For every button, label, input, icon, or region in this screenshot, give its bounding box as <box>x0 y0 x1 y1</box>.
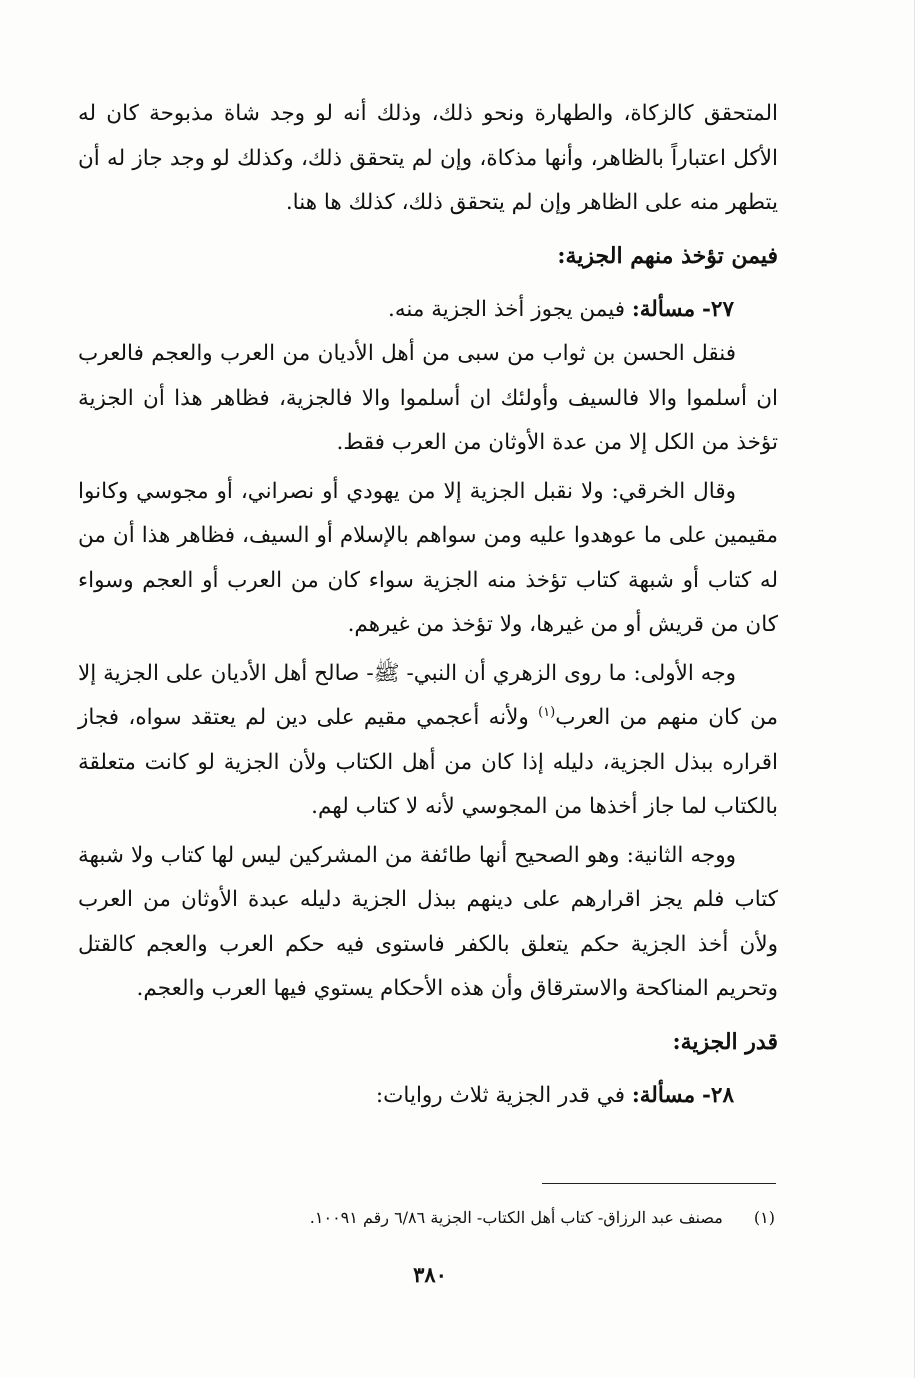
page-number: ٣٨٠ <box>413 1262 447 1287</box>
first-view-text-a: وجه الأولى: ما روى الزهري أن النبي- ﷺ- صالح أهل الأديان على الجزية إلا من كان منهم من العرب <box>78 660 778 730</box>
issue-27-text: فيمن يجوز أخذ الجزية منه. <box>388 296 625 322</box>
footnote <box>135 1203 775 1233</box>
issue-28-label: مسألة: <box>631 1082 696 1108</box>
second-view-paragraph: ووجه الثانية: وهو الصحيح أنها طائفة من المشركين ليس لها كتاب ولا شبهة كتاب فلم يجز اقرارهم على دينهم ببذل الجزية دليله عبدة الأوثان من العرب ولأن أخذ الجزية حكم يتعلق بالكفر فاستوى فيه حكم العرب والعجم كالقتل وتحريم المناكحة والاسترقاق وأن هذه الأحكام يستوي فيها العرب والعجم. <box>78 842 778 1001</box>
section-heading-who-pays: فيمن تؤخذ منهم الجزية: <box>557 242 778 269</box>
first-view-paragraph <box>78 652 778 830</box>
issue-28-number: ٢٨- <box>701 1082 734 1108</box>
issue-28 <box>78 1074 778 1119</box>
section-heading-amount: قدر الجزية: <box>672 1028 778 1055</box>
intro-paragraph: المتحقق كالزكاة، والطهارة ونحو ذلك، وذلك أنه لو وجد شاة مذبوحة كان له الأكل اعتباراً بالظاهر، وأنها مذكاة، وإن لم يتحقق ذلك، وكذلك لو وجد جاز له أن يتطهر منه على الظاهر وإن لم يتحقق ذلك، كذلك ها هنا. <box>78 101 778 215</box>
page-body <box>78 92 778 1118</box>
footnote-reference[interactable]: (١) <box>538 704 556 720</box>
footnote-text: مصنف عبد الرزاق- كتاب أهل الكتاب- الجزية ٦/٨٦ رقم ١٠٠٩١. <box>309 1208 723 1227</box>
footnote-marker: (١) <box>753 1208 775 1227</box>
issue-27-number: ٢٧- <box>701 296 734 322</box>
khiraqi-paragraph: وقال الخرقي: ولا نقبل الجزية إلا من يهودي أو نصراني، أو مجوسي وكانوا مقيمين على ما عوهدوا عليه ومن سواهم بالإسلام أو السيف، فظاهر هذا أن من له كتاب أو شبهة كتاب تؤخذ منه الجزية سواء كان من العرب أو العجم وسواء كان من قريش أو من غيرها، ولا تؤخذ من غيرهم. <box>78 478 778 637</box>
issue-27 <box>78 288 778 333</box>
issue-27-label: مسألة: <box>631 296 696 322</box>
issue-28-text: في قدر الجزية ثلاث روايات: <box>375 1082 625 1108</box>
hasan-paragraph: فنقل الحسن بن ثواب من سبى من أهل الأديان من العرب والعجم فالعرب ان أسلموا والا فالسيف وأولئك ان أسلموا والا فالجزية، فظاهر هذا أن الجزية تؤخذ من الكل إلا من عدة الأوثان من العرب فقط. <box>78 341 778 455</box>
footnote-separator <box>542 1183 776 1184</box>
first-view-text-b: ولأنه أعجمي مقيم على دين لم يعتقد سواه، فجاز اقراره ببذل الجزية، دليله إذا كان من أهل الكتاب ولأن الجزية لو كانت متعلقة بالكتاب لما جاز أخذها من المجوسي لأنه لا كتاب لهم. <box>78 705 778 819</box>
